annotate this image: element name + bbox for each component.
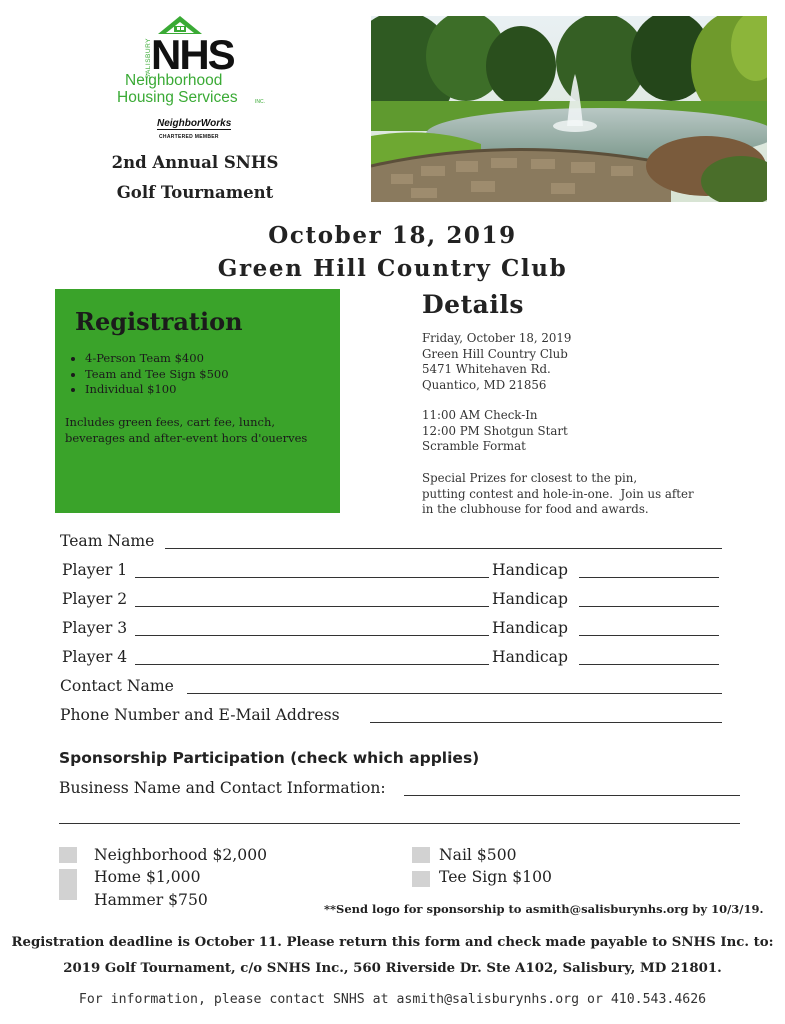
player-row (60, 561, 725, 583)
logo-line2: Housing Services (117, 89, 238, 106)
sponsor-checkbox[interactable] (59, 869, 77, 885)
team-name-label: Team Name (60, 532, 155, 550)
registration-includes-note: Includes green fees, cart fee, lunch, beverages and after-event hors d'ouerves (65, 415, 308, 445)
details-prizes: Special Prizes for closest to the pin, putting contest and hole-in-one. Join us after in the clubhouse for food and awards. (422, 471, 694, 516)
player-row (60, 590, 725, 612)
phone-email-row (60, 706, 725, 728)
logo-brand: NHS (151, 31, 234, 78)
handicap-field[interactable] (579, 606, 719, 607)
business-info-row (59, 779, 744, 801)
sponsor-checkbox[interactable] (59, 884, 77, 900)
player-label: Player 4 (62, 648, 128, 666)
contact-name-row (60, 677, 725, 699)
contact-name-label: Contact Name (60, 677, 174, 695)
chartered-member-text: CHARTERED MEMBER (159, 134, 219, 140)
event-date-headline: October 18, 2019 (268, 222, 517, 249)
phone-email-field[interactable] (370, 722, 722, 723)
sponsor-option-label: Hammer $750 (94, 891, 208, 909)
registration-item: • 4-Person Team $400 (85, 351, 229, 367)
handicap-field[interactable] (579, 635, 719, 636)
registration-item: • Team and Tee Sign $500 (85, 367, 229, 383)
player-row (60, 619, 725, 641)
golf-course-photo (371, 16, 767, 202)
event-venue-headline: Green Hill Country Club (217, 255, 568, 282)
sponsor-option-label: Home $1,000 (94, 868, 201, 886)
player-name-field[interactable] (135, 664, 489, 665)
mailing-address: 2019 Golf Tournament, c/o SNHS Inc., 560 Riverside Dr. Ste A102, Salisbury, MD 21801. (63, 961, 722, 976)
phone-email-label: Phone Number and E-Mail Address (60, 706, 340, 724)
business-info-field-continued[interactable] (59, 823, 740, 824)
logo-inc: INC. (255, 99, 265, 105)
sponsor-checkbox[interactable] (412, 847, 430, 863)
registration-item: • Individual $100 (85, 382, 229, 398)
registration-title: Registration (75, 307, 243, 336)
nhs-logo (115, 14, 280, 149)
team-name-field[interactable] (165, 548, 722, 549)
registration-box (55, 289, 340, 513)
logo-line1: Neighborhood (125, 72, 223, 89)
logo-city-text: SALISBURY (145, 38, 152, 79)
player-name-field[interactable] (135, 606, 489, 607)
handicap-label: Handicap (492, 648, 568, 666)
player-label: Player 2 (62, 590, 128, 608)
sponsor-option-label: Nail $500 (439, 846, 517, 864)
handicap-label: Handicap (492, 619, 568, 637)
handicap-label: Handicap (492, 561, 568, 579)
sponsor-option-label: Tee Sign $100 (439, 868, 552, 886)
business-info-field[interactable] (404, 795, 740, 796)
sponsorship-title: Sponsorship Participation (check which applies) (59, 749, 480, 767)
player-name-field[interactable] (135, 577, 489, 578)
player-name-field[interactable] (135, 635, 489, 636)
registration-price-list (69, 351, 229, 398)
deadline-notice: Registration deadline is October 11. Please return this form and check made payable to SNHS Inc. to: (11, 935, 774, 950)
details-title: Details (422, 290, 524, 319)
handicap-label: Handicap (492, 590, 568, 608)
tournament-title-line1: 2nd Annual SNHS (111, 153, 279, 172)
player-row (60, 648, 725, 670)
player-label: Player 1 (62, 561, 128, 579)
team-name-row (60, 532, 725, 554)
contact-info: For information, please contact SNHS at asmith@salisburynhs.org or 410.543.4626 (78, 992, 707, 1007)
sponsor-checkbox[interactable] (59, 847, 77, 863)
handicap-field[interactable] (579, 577, 719, 578)
details-schedule: 11:00 AM Check-In 12:00 PM Shotgun Start Scramble Format (422, 408, 568, 453)
business-info-label: Business Name and Contact Information: (59, 779, 386, 797)
tournament-title-line2: Golf Tournament (116, 183, 274, 202)
neighborworks-logo: NeighborWorks (157, 118, 232, 129)
details-address: Friday, October 18, 2019 Green Hill Country Club 5471 Whitehaven Rd. Quantico, MD 21856 (422, 331, 572, 392)
sponsor-checkbox[interactable] (412, 871, 430, 887)
handicap-field[interactable] (579, 664, 719, 665)
sponsor-option-label: Neighborhood $2,000 (94, 846, 268, 864)
contact-name-field[interactable] (187, 693, 722, 694)
player-label: Player 3 (62, 619, 128, 637)
sponsor-logo-note: **Send logo for sponsorship to asmith@salisburynhs.org by 10/3/19. (324, 902, 764, 916)
